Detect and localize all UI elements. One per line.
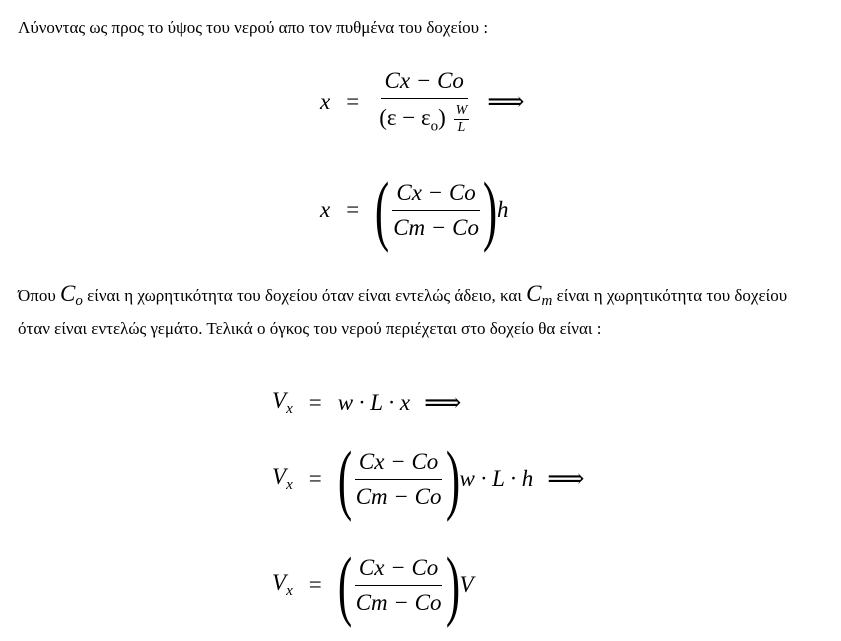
eq4-tail: w · L · h bbox=[459, 466, 534, 491]
eq1-den-right: ) bbox=[438, 104, 446, 130]
eq4-implies-arrow: ⟹ bbox=[547, 464, 585, 493]
intro-text: Λύνοντας ως προς το ύψος του νερού απο τον πυθμένα του δοχείου : bbox=[18, 18, 489, 37]
eq2-lhs: x bbox=[320, 197, 331, 222]
eq5-equals: = bbox=[308, 572, 322, 597]
para2-part2: είναι η χωρητικότητα του δοχείου όταν είναι εντελώς άδειο, και bbox=[82, 286, 527, 305]
eq1-denominator bbox=[375, 99, 473, 136]
eq4-numerator: Cx − Co bbox=[355, 449, 442, 480]
eq5-lhs: $V_x$ bbox=[272, 570, 293, 599]
explanation-text bbox=[18, 280, 818, 343]
equation-1 bbox=[320, 68, 525, 136]
eq5-tail: V bbox=[459, 572, 474, 597]
eq3-implies-arrow: ⟹ bbox=[424, 388, 462, 417]
eq1-equals: = bbox=[346, 89, 360, 114]
eq4-right-paren: ) bbox=[445, 435, 460, 522]
equation-2 bbox=[320, 166, 509, 253]
eq5-left-paren: ( bbox=[337, 541, 352, 628]
eq4-equals: = bbox=[308, 466, 322, 491]
eq1-small-fraction bbox=[454, 103, 470, 136]
eq1-implies-arrow: ⟹ bbox=[487, 87, 525, 116]
eq2-left-paren: ( bbox=[375, 166, 390, 253]
eq2-tail: h bbox=[496, 197, 509, 222]
eq4-left-paren: ( bbox=[337, 435, 352, 522]
symbol-c-o: $C_o$ bbox=[60, 281, 83, 309]
eq5-numerator: Cx − Co bbox=[355, 555, 442, 586]
eq2-right-paren: ) bbox=[482, 166, 498, 253]
equation-5 bbox=[272, 541, 474, 628]
eq5-right-paren: ) bbox=[445, 541, 460, 628]
eq2-denominator: Cm − Co bbox=[393, 214, 479, 240]
equation-4 bbox=[272, 435, 585, 522]
eq4-fraction bbox=[352, 449, 446, 510]
eq5-denominator: Cm − Co bbox=[355, 589, 442, 615]
para2-part1: Όπου bbox=[18, 286, 61, 305]
eq1-small-den: L bbox=[457, 120, 466, 135]
eq2-fraction bbox=[389, 180, 483, 241]
eq4-lhs: $V_x$ bbox=[272, 464, 293, 493]
eq1-lhs: x bbox=[320, 89, 331, 114]
eq1-den-sub: o bbox=[430, 118, 439, 135]
eq5-fraction bbox=[352, 555, 446, 616]
eq1-small-num: W bbox=[455, 103, 468, 118]
eq1-fraction bbox=[375, 68, 473, 136]
eq3-equals: = bbox=[308, 390, 322, 415]
eq2-numerator: Cx − Co bbox=[392, 180, 479, 211]
eq3-lhs: $V_x$ bbox=[272, 388, 293, 417]
equation-3 bbox=[272, 388, 461, 418]
symbol-c-m: $C_m$ bbox=[526, 281, 553, 309]
para2-part3: είναι η χωρητικότητα του δοχείου όταν είναι εντελώς γεμάτο. Τελικά ο όγκος του νερού περιέχεται στο δοχείο θα είναι : bbox=[18, 286, 788, 338]
eq3-rhs: w · L · x bbox=[337, 390, 411, 415]
eq1-den-left: (ε − ε bbox=[379, 104, 431, 130]
eq4-denominator: Cm − Co bbox=[355, 483, 442, 509]
eq1-numerator: Cx − Co bbox=[381, 68, 468, 99]
eq2-equals: = bbox=[346, 197, 360, 222]
